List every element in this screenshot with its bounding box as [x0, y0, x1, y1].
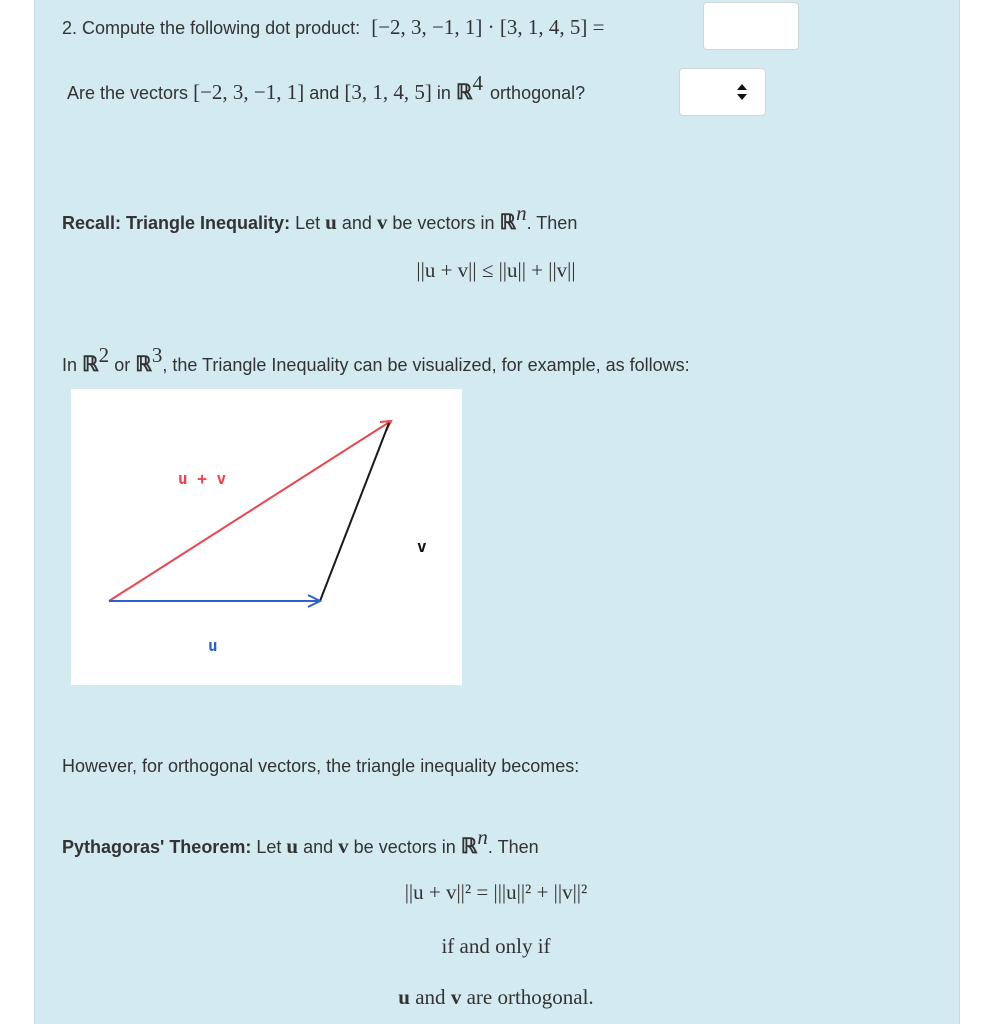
vector-2: [3, 1, 4, 5]	[344, 80, 432, 104]
recall-let: Let	[295, 213, 321, 233]
conclusion-u: u	[398, 985, 410, 1009]
orth-and: and	[309, 83, 340, 103]
pyth-v: v	[338, 834, 349, 858]
orthogonal-conclusion	[34, 985, 958, 1010]
pyth-and: and	[303, 837, 334, 857]
pythagoras-line	[62, 825, 539, 859]
pyth-be: be vectors in	[353, 837, 456, 857]
visual-in: In	[62, 355, 78, 375]
dot-product-expression: [−2, 3, −1, 1] · [3, 1, 4, 5] =	[371, 15, 605, 39]
pyth-then: . Then	[487, 837, 539, 857]
pyth-n: n	[477, 825, 488, 849]
orth-suffix: orthogonal?	[490, 83, 586, 103]
triangle-diagram	[71, 389, 462, 685]
recall-space-symbol: ℝ	[499, 210, 517, 234]
pyth-let: Let	[256, 837, 282, 857]
triangle-inequality-formula: ||u + v|| ≤ ||u|| + ||v||	[416, 258, 576, 282]
recall-then: . Then	[526, 213, 578, 233]
recall-and: and	[341, 213, 372, 233]
conclusion-rest: are orthogonal.	[466, 985, 594, 1009]
label-u-plus-v: u + v	[178, 469, 227, 488]
vector-v-arrow	[320, 423, 389, 601]
vector-sum-arrow	[109, 421, 391, 601]
visual-r2: ℝ	[82, 352, 99, 376]
visual-rest: , the Triangle Inequality can be visualized, for example, as follows:	[162, 355, 690, 375]
pyth-space-symbol: ℝ	[460, 834, 478, 858]
visual-r3: ℝ	[135, 352, 152, 376]
visual-or: or	[114, 355, 131, 375]
pythagoras-label: Pythagoras' Theorem:	[62, 837, 252, 857]
recall-n: n	[516, 201, 527, 225]
visual-exp2: 2	[98, 343, 110, 367]
conclusion-v: v	[450, 985, 462, 1009]
question-2-line	[62, 15, 604, 40]
orthogonal-select[interactable]	[679, 68, 766, 116]
label-v: v	[417, 537, 427, 556]
select-arrows-icon	[735, 81, 749, 103]
however-text: However, for orthogonal vectors, the triangle inequality becomes:	[62, 756, 580, 776]
recall-v: v	[376, 210, 388, 234]
recall-label: Recall: Triangle Inequality:	[62, 213, 291, 233]
recall-be: be vectors in	[392, 213, 495, 233]
conclusion-and: and	[415, 985, 446, 1009]
iff-text: if and only if	[441, 934, 551, 958]
visual-exp3: 3	[151, 343, 163, 367]
orth-dimension: 4	[472, 71, 484, 95]
orth-prefix: Are the vectors	[67, 83, 189, 103]
question-2-label: 2. Compute the following dot product:	[62, 18, 361, 38]
pythagoras-formula: ||u + v||² = |||u||² + ||v||²	[404, 880, 588, 904]
dot-product-answer-input[interactable]	[703, 2, 799, 50]
orthogonal-question	[67, 71, 586, 105]
label-u: u	[208, 636, 218, 655]
pyth-u: u	[286, 834, 299, 858]
triangle-figure	[71, 389, 462, 685]
orth-in: in	[436, 83, 451, 103]
visualization-line	[62, 343, 690, 377]
recall-line	[62, 201, 578, 235]
orth-space-symbol: ℝ	[455, 80, 473, 104]
vector-1: [−2, 3, −1, 1]	[193, 80, 305, 104]
recall-u: u	[325, 210, 337, 234]
